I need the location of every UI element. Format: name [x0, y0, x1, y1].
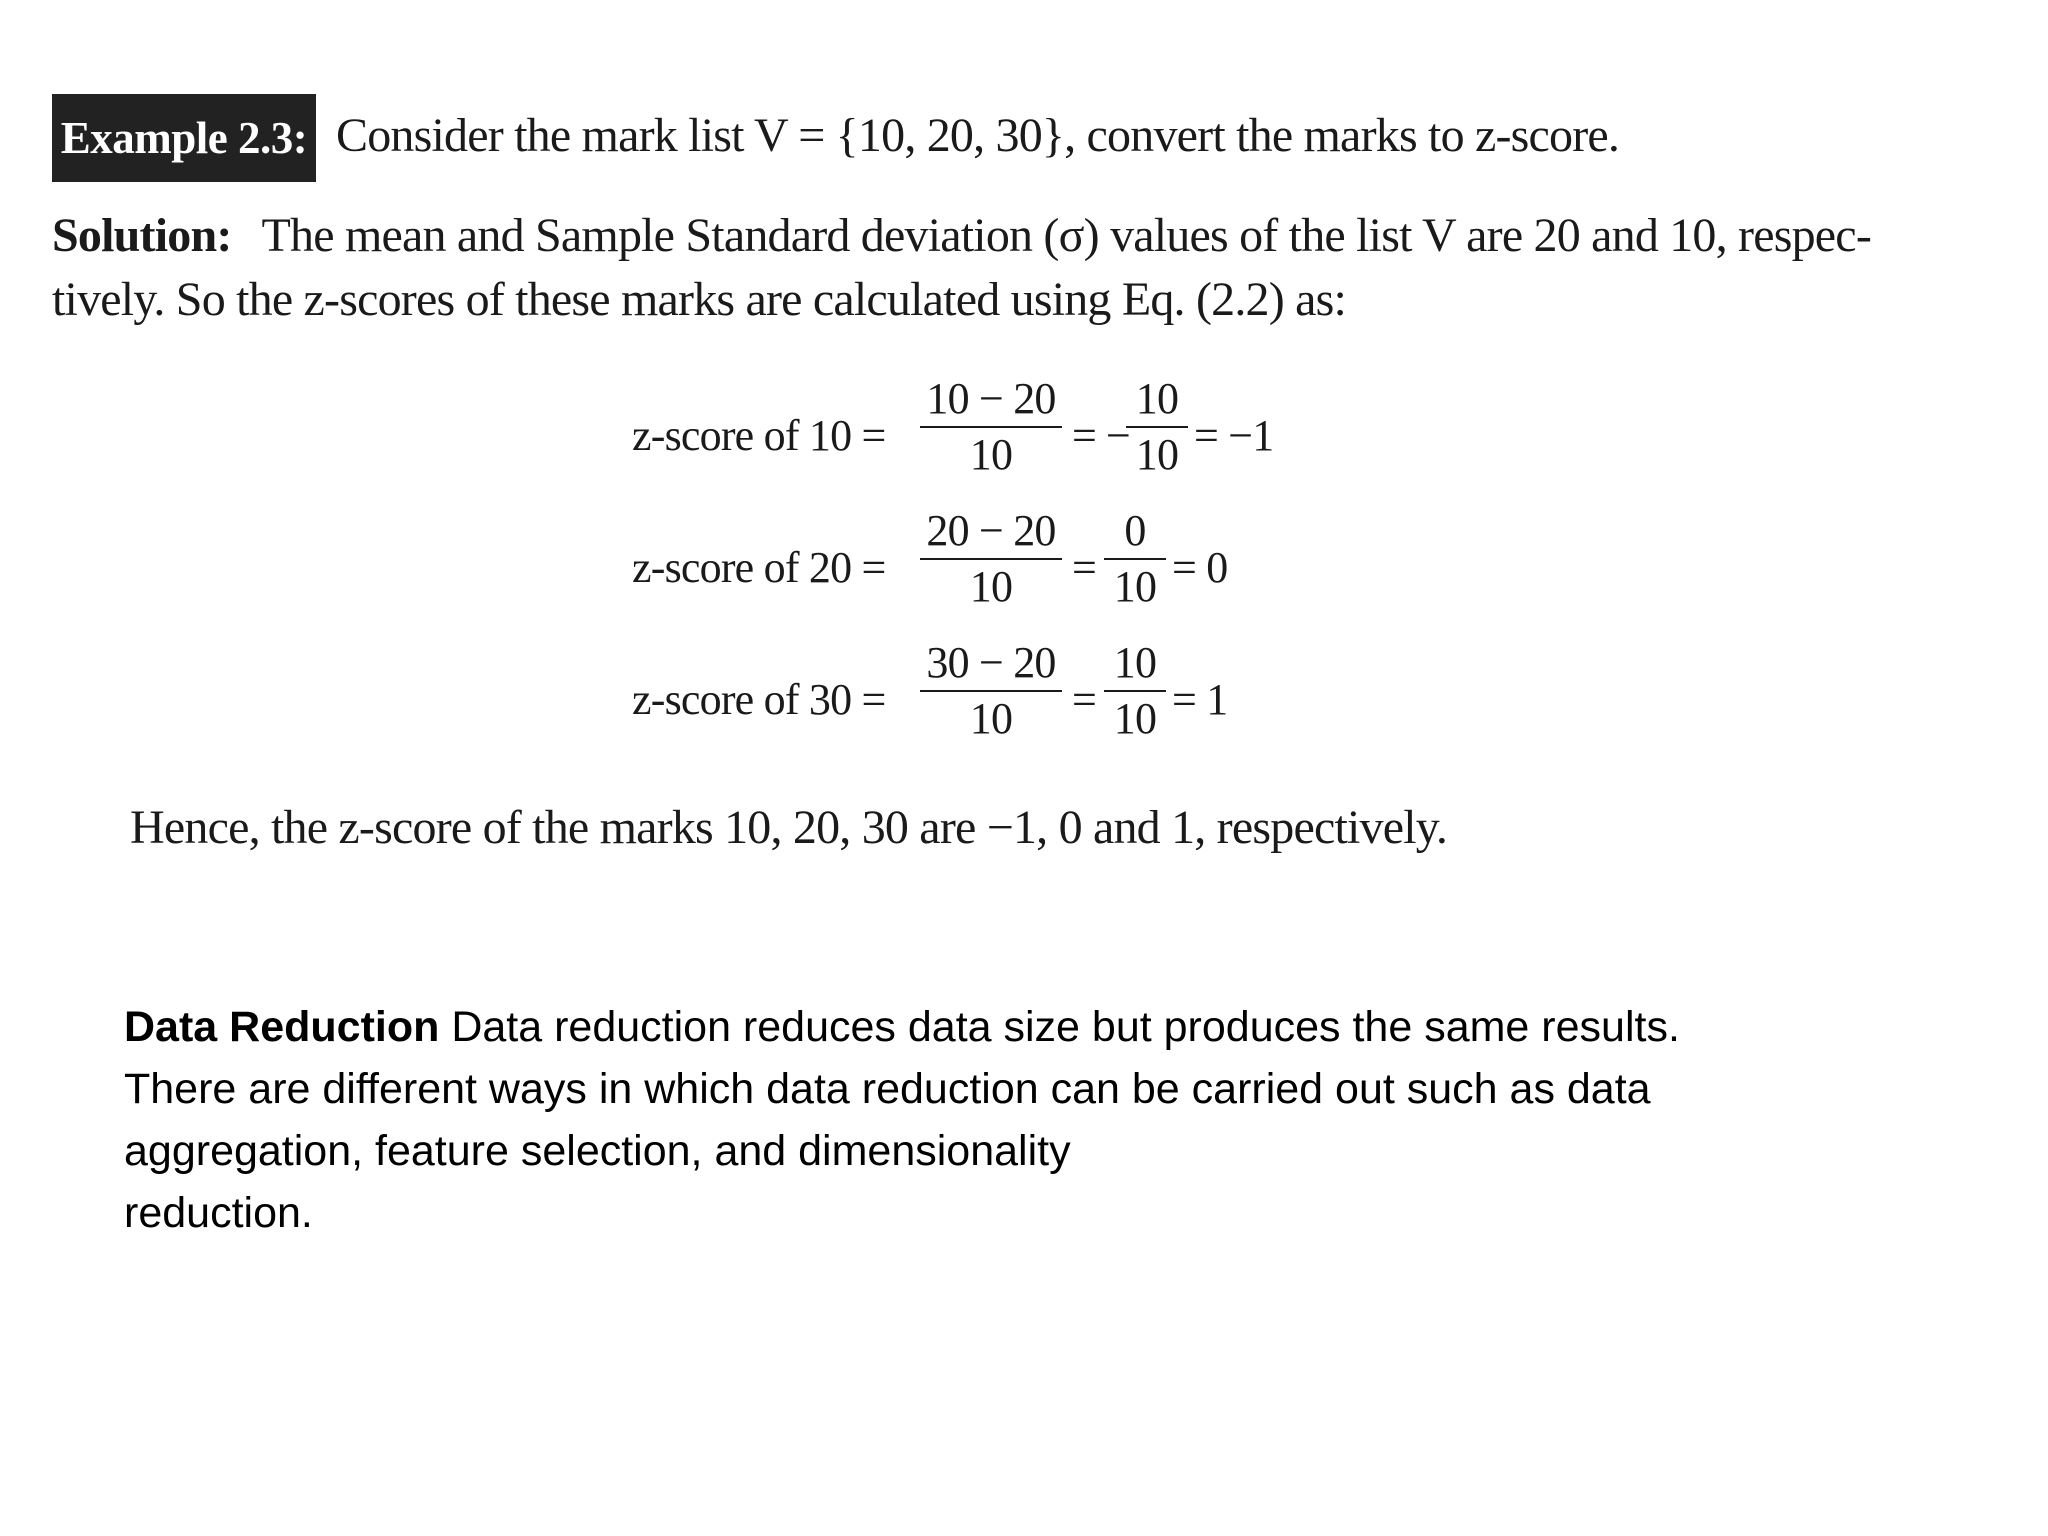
numerator: 10: [1135, 374, 1179, 423]
paragraph-line: [124, 996, 1964, 1058]
numerator: 20 − 20: [926, 506, 1056, 555]
example-label: Example 2.3:: [52, 94, 316, 182]
solution-line-2: tively. So the z-scores of these marks are calculated using Eq. (2.2) as:: [52, 273, 1347, 326]
fraction: [1104, 506, 1166, 616]
fraction: [920, 638, 1062, 748]
data-reduction-heading: Data Reduction: [124, 1003, 440, 1051]
solution-label: Solution:: [52, 209, 232, 262]
solution-line-1: [52, 208, 1871, 263]
equation-row: [632, 374, 1332, 498]
denominator: 10: [1135, 430, 1179, 479]
equation-row: [632, 506, 1332, 630]
data-reduction-paragraph: [124, 996, 1964, 1244]
equation-result: = 1: [1172, 675, 1228, 724]
denominator: 10: [1113, 694, 1157, 743]
fraction: [1104, 638, 1166, 748]
fraction: [920, 506, 1062, 616]
equation-lhs: z-score of 20 =: [632, 543, 886, 592]
equation-lhs: z-score of 30 =: [632, 675, 886, 724]
equation-lhs: z-score of 10 =: [632, 411, 886, 460]
equation-result: = −1: [1194, 411, 1274, 460]
denominator: 10: [969, 430, 1013, 479]
paragraph-text: Data reduction reduces data size but produces the same results.: [439, 1003, 1680, 1051]
fraction: [1126, 374, 1188, 484]
numerator: 0: [1124, 506, 1146, 555]
example-text: Consider the mark list V = {10, 20, 30}, convert the marks to z-score.: [336, 109, 1620, 162]
paragraph-line: reduction.: [124, 1189, 313, 1237]
denominator: 10: [969, 694, 1013, 743]
equals-sign: =: [1072, 411, 1097, 460]
equation-result: = 0: [1172, 543, 1228, 592]
equals-sign: =: [1072, 543, 1097, 592]
paragraph-line: There are different ways in which data reduction can be carried out such as data: [124, 1065, 1651, 1113]
conclusion-text: Hence, the z-score of the marks 10, 20, 30 are −1, 0 and 1, respectively.: [130, 801, 1448, 854]
equals-sign: =: [1072, 675, 1097, 724]
equation-row: [632, 638, 1332, 762]
denominator: 10: [969, 562, 1013, 611]
minus-sign: −: [1106, 411, 1131, 460]
solution-text-1: The mean and Sample Standard deviation (σ) values of the list V are 20 and 10, respec-: [261, 209, 1871, 262]
fraction: [920, 374, 1062, 484]
numerator: 10: [1113, 638, 1157, 687]
numerator: 10 − 20: [926, 374, 1056, 423]
numerator: 30 − 20: [926, 638, 1056, 687]
denominator: 10: [1113, 562, 1157, 611]
paragraph-line: aggregation, feature selection, and dimensionality: [124, 1127, 1071, 1175]
